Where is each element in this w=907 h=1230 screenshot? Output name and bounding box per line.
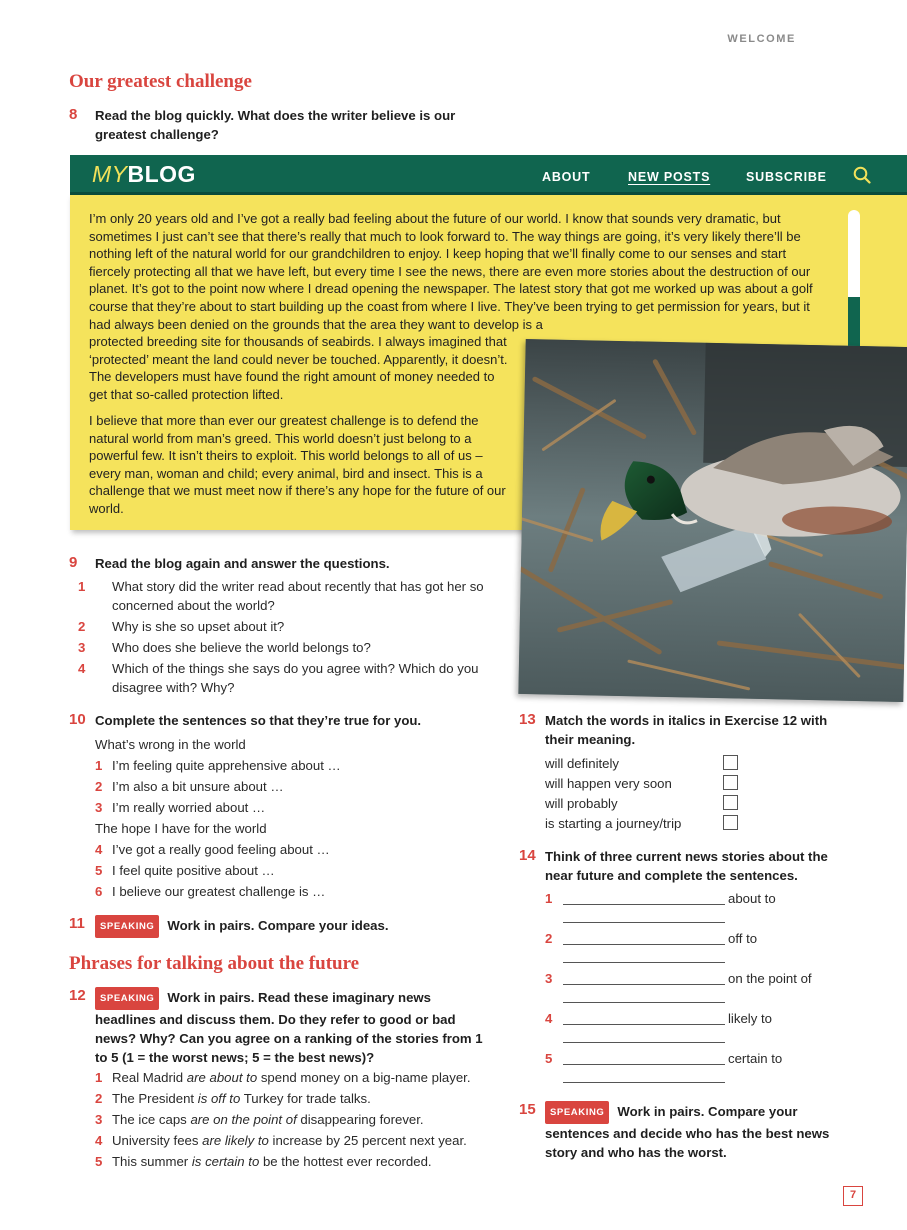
headline-text-start: The President bbox=[112, 1091, 198, 1106]
item-number-label: 4 bbox=[545, 1011, 553, 1026]
exercise-number: 12 bbox=[69, 987, 86, 1004]
item-text: Why is she so upset about it? bbox=[112, 619, 285, 634]
meaning-item: will happen very soon bbox=[545, 776, 672, 791]
exercise-instruction bbox=[95, 987, 490, 1067]
exercise-instruction bbox=[545, 1101, 845, 1162]
item-number-label: 3 bbox=[545, 971, 553, 986]
phrase-label: off to bbox=[728, 931, 758, 946]
sentence-item bbox=[95, 756, 341, 775]
headline-phrase: are about to bbox=[186, 1070, 258, 1085]
blog-header-bar bbox=[70, 155, 907, 195]
question-item bbox=[78, 659, 485, 697]
answer-blank[interactable] bbox=[563, 904, 725, 905]
phrase-label: certain to bbox=[728, 1051, 783, 1066]
meaning-item: is starting a journey/trip bbox=[545, 816, 682, 831]
blog-paragraph-1: I’m only 20 years old and I’ve got a really bad feeling about the future of our world. I know that sounds very dramatic, but sometimes I just can’t see that there’s really that much to look forward to. The way things are going, it’s very likely there’ll be nothing left of the natural world for our grandchildren to enjoy. I keep hoping that we’ll finally come to our senses and start fiercely protecting all that we have left, but every time I see the news, there are even more stories about the destruction of our planet. It’s got to the point now where I dread opening the newspaper. The latest story that got me worked up was about a golf course that they’re about to start building up the coast from where I live. They’ve been trying to get permission for years, but it had always been denied on the grounds that the area they want to develop is a bbox=[89, 211, 813, 332]
item-number: 3 bbox=[95, 800, 103, 815]
headline-phrase: are likely to bbox=[202, 1133, 269, 1148]
nav-about[interactable]: ABOUT bbox=[542, 170, 591, 184]
answer-blank[interactable] bbox=[563, 1024, 725, 1025]
headline-item bbox=[95, 1152, 432, 1171]
headline-phrase: are on the point of bbox=[190, 1112, 297, 1127]
headline-text-start: University fees bbox=[112, 1133, 203, 1148]
sub-heading: What’s wrong in the world bbox=[95, 737, 246, 752]
item-number bbox=[545, 1049, 562, 1068]
item-number: 2 bbox=[95, 779, 103, 794]
item-number bbox=[545, 929, 562, 948]
sentence-item bbox=[95, 861, 275, 880]
answer-blank[interactable] bbox=[563, 1002, 725, 1003]
headline-text-start: Real Madrid bbox=[112, 1070, 187, 1085]
headline-item bbox=[95, 1110, 424, 1129]
sentence-item bbox=[95, 798, 265, 817]
duck-photo bbox=[518, 339, 907, 702]
answer-blank[interactable] bbox=[563, 1064, 725, 1065]
page-number: 7 bbox=[843, 1186, 863, 1206]
instruction-text-rest: headlines and discuss them. Do they refer to good or bad news? Why? Can you agree on a ranking of the stories from 1 to 5 (1 = the worst news; 5 = the best news)? bbox=[95, 1012, 483, 1065]
speaking-badge: SPEAKING bbox=[545, 1101, 609, 1124]
item-number: 2 bbox=[95, 1091, 103, 1106]
answer-blank[interactable] bbox=[563, 922, 725, 923]
headline-item bbox=[95, 1131, 467, 1150]
item-number: 4 bbox=[95, 842, 103, 857]
exercise-instruction: Think of three current news stories about the near future and complete the sentences. bbox=[545, 849, 828, 883]
section-label: WELCOME bbox=[727, 33, 796, 45]
answer-blank[interactable] bbox=[563, 984, 725, 985]
headline-item bbox=[95, 1089, 371, 1108]
exercise-instruction bbox=[95, 915, 495, 938]
item-number-label: 1 bbox=[545, 891, 553, 906]
item-number bbox=[545, 969, 562, 988]
phrase-label: likely to bbox=[728, 1011, 772, 1026]
item-number: 3 bbox=[78, 640, 86, 655]
instruction-text-first: Work in pairs. Read these imaginary news bbox=[167, 990, 432, 1005]
answer-blank[interactable] bbox=[563, 962, 725, 963]
answer-blank[interactable] bbox=[563, 1082, 725, 1083]
item-number: 6 bbox=[95, 884, 103, 899]
answer-blank[interactable] bbox=[563, 1042, 725, 1043]
item-text: Which of the things she says do you agree with? Which do you disagree with? Why? bbox=[112, 661, 479, 695]
exercise-instruction: Complete the sentences so that they’re true for you. bbox=[95, 713, 422, 728]
item-text: I’m really worried about … bbox=[112, 800, 266, 815]
exercise-number: 13 bbox=[519, 711, 536, 728]
exercise-instruction: Match the words in italics in Exercise 12 with their meaning. bbox=[545, 713, 828, 747]
meaning-item: will definitely bbox=[545, 756, 620, 771]
nav-subscribe[interactable]: SUBSCRIBE bbox=[746, 170, 827, 184]
headline-phrase: is certain to bbox=[191, 1154, 260, 1169]
item-text: I’ve got a really good feeling about … bbox=[112, 842, 330, 857]
item-number: 2 bbox=[78, 619, 86, 634]
item-number: 3 bbox=[95, 1112, 103, 1127]
item-number: 1 bbox=[95, 758, 103, 773]
headline-text-end: increase by 25 percent next year. bbox=[268, 1133, 467, 1148]
item-text: I believe our greatest challenge is … bbox=[112, 884, 326, 899]
section-title-future-phrases: Phrases for talking about the future bbox=[69, 953, 360, 974]
instruction-text: Work in pairs. Compare your ideas. bbox=[167, 918, 389, 933]
meaning-item: will probably bbox=[545, 796, 618, 811]
blog-paragraph-1-continued: protected breeding site for thousands of seabirds. I always imagined that ‘protected’ meant the land could never be touched. Apparently, it doesn’t. The developers must have found the right amount of money needed to get that so-called protection lifted. bbox=[89, 334, 508, 402]
exercise-number: 14 bbox=[519, 847, 536, 864]
match-checkbox[interactable] bbox=[723, 815, 738, 830]
exercise-number: 8 bbox=[69, 106, 78, 123]
headline-text-end: Turkey for trade talks. bbox=[240, 1091, 371, 1106]
search-icon[interactable] bbox=[853, 166, 871, 184]
blog-paragraph-2: I believe that more than ever our greatest challenge is to defend the natural world from man’s greed. This world doesn’t just belong to a powerful few. It isn’t theirs to exploit. This world belongs to all of us – every man, woman and child; every animal, bird and insect. This is a challenge that we must meet now if there’s any hope for the future of our world. bbox=[89, 413, 506, 516]
item-number bbox=[545, 1009, 562, 1028]
exercise-instruction: Read the blog again and answer the questions. bbox=[95, 556, 390, 571]
headline-text-end: spend money on a big-name player. bbox=[257, 1070, 471, 1085]
headline-text-start: The ice caps bbox=[112, 1112, 191, 1127]
item-text: I feel quite positive about … bbox=[112, 863, 275, 878]
item-text: What story did the writer read about recently that has got her so concerned about the world? bbox=[112, 579, 484, 613]
headline-item bbox=[95, 1068, 471, 1087]
item-number-label: 5 bbox=[545, 1051, 553, 1066]
headline-text-end: disappearing forever. bbox=[296, 1112, 424, 1127]
headline-phrase: is off to bbox=[197, 1091, 241, 1106]
item-number: 4 bbox=[78, 661, 86, 676]
question-item bbox=[78, 577, 485, 615]
item-number: 1 bbox=[95, 1070, 103, 1085]
exercise-number: 15 bbox=[519, 1101, 536, 1118]
item-number: 4 bbox=[95, 1133, 103, 1148]
item-number-label: 2 bbox=[545, 931, 553, 946]
item-number: 1 bbox=[78, 579, 86, 594]
speaking-badge: SPEAKING bbox=[95, 915, 159, 938]
item-number: 5 bbox=[95, 1154, 103, 1169]
sub-heading: The hope I have for the world bbox=[95, 821, 267, 836]
duck-in-polluted-water-image bbox=[518, 339, 907, 702]
question-item bbox=[78, 617, 485, 636]
headline-text-start: This summer bbox=[112, 1154, 192, 1169]
headline-text-end: be the hottest ever recorded. bbox=[259, 1154, 432, 1169]
nav-new-posts[interactable]: NEW POSTS bbox=[628, 170, 711, 184]
phrase-label: about to bbox=[728, 891, 776, 906]
match-checkbox[interactable] bbox=[723, 795, 738, 810]
item-text: Who does she believe the world belongs to? bbox=[112, 640, 371, 655]
instruction-text-first: Work in pairs. Compare your bbox=[617, 1104, 798, 1119]
section-title-greatest-challenge: Our greatest challenge bbox=[69, 71, 252, 92]
exercise-instruction: Read the blog quickly. What does the writer believe is our greatest challenge? bbox=[95, 108, 456, 142]
item-text: I’m feeling quite apprehensive about … bbox=[112, 758, 341, 773]
item-text: I’m also a bit unsure about … bbox=[112, 779, 284, 794]
speaking-badge: SPEAKING bbox=[95, 987, 159, 1010]
sentence-item bbox=[95, 840, 330, 859]
item-number bbox=[545, 889, 562, 908]
match-checkbox[interactable] bbox=[723, 775, 738, 790]
blog-logo[interactable] bbox=[92, 161, 196, 188]
instruction-text-rest: sentences and decide who has the best news story and who has the worst. bbox=[545, 1126, 830, 1160]
question-item bbox=[78, 638, 485, 657]
exercise-number: 11 bbox=[69, 915, 85, 932]
phrase-label: on the point of bbox=[728, 971, 812, 986]
blog-logo-blog: BLOG bbox=[127, 161, 196, 187]
exercise-number: 10 bbox=[69, 711, 86, 728]
answer-blank[interactable] bbox=[563, 944, 725, 945]
blog-logo-my: MY bbox=[92, 161, 128, 187]
match-checkbox[interactable] bbox=[723, 755, 738, 770]
exercise-number: 9 bbox=[69, 554, 78, 571]
sentence-item bbox=[95, 777, 284, 796]
item-number: 5 bbox=[95, 863, 103, 878]
sentence-item bbox=[95, 882, 325, 901]
